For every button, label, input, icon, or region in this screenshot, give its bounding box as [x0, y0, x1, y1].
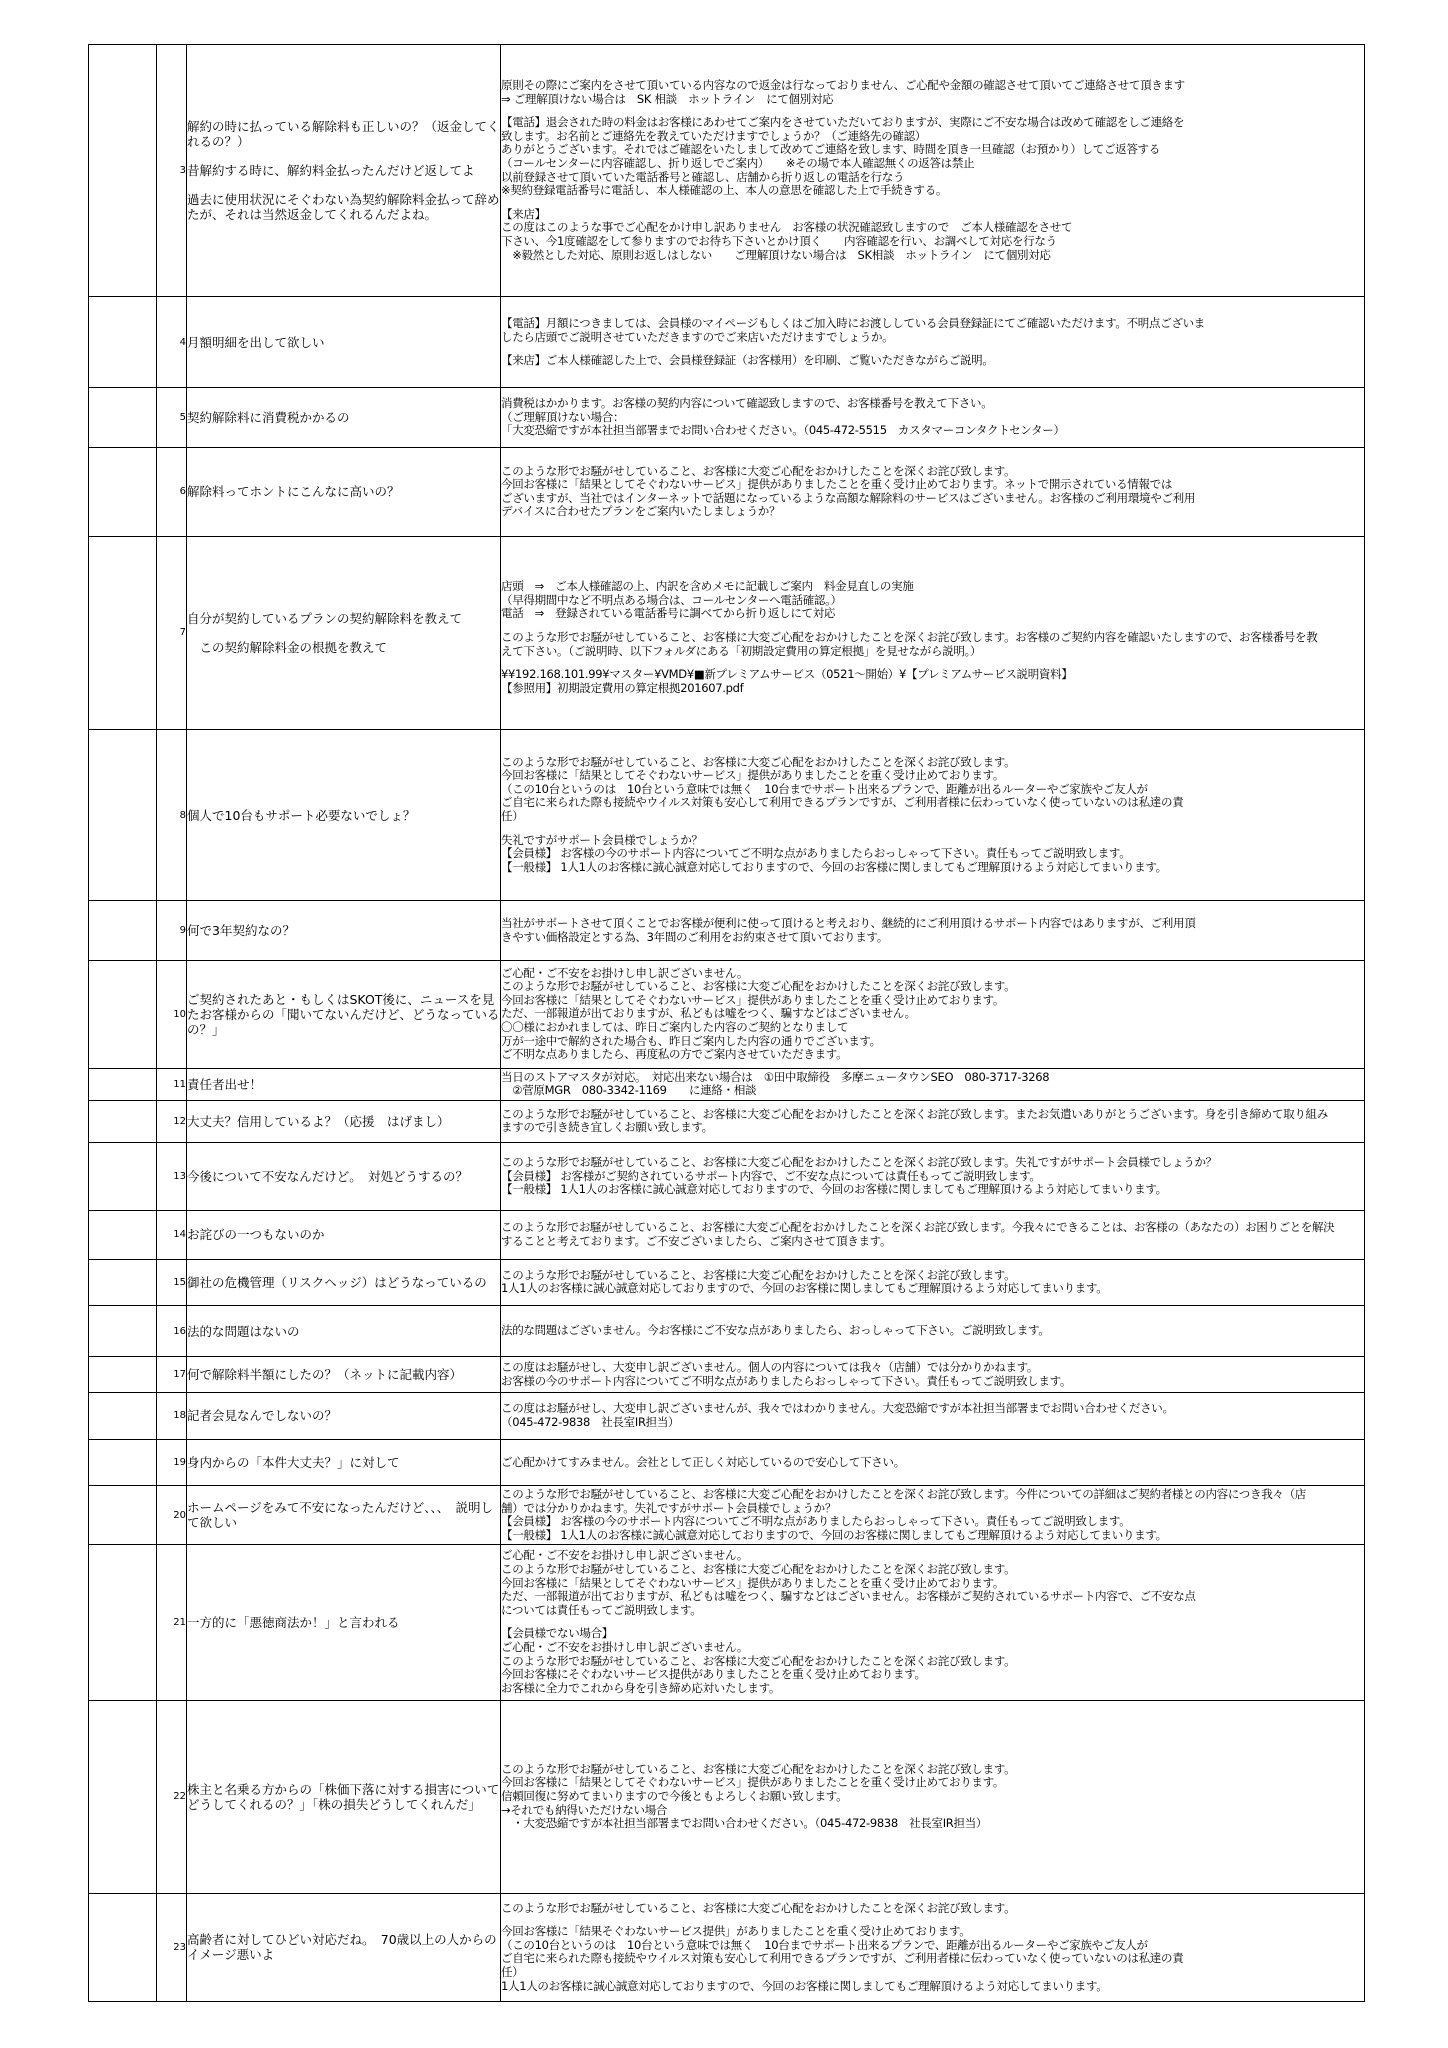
question-text: この契約解除料金の根拠を教えて — [187, 639, 388, 655]
row-number: 6 — [157, 447, 187, 536]
blank-cell — [89, 536, 157, 729]
question-text: 個人で10台もサポート必要ないでしょ？ — [187, 807, 416, 823]
row-number: 10 — [157, 960, 187, 1068]
answer-line: 消費税はかかります。お客様の契約内容について確認致しますので、お客様番号を教えて下さい。 — [501, 396, 993, 411]
question-cell — [187, 447, 501, 536]
answer-line: ありがとうございます。それではご確認をいたしまして改めてご連絡を致します、時間を頂き一旦確認（お預かり）してご返答する — [501, 142, 1160, 157]
answer-cell — [501, 1439, 1365, 1486]
answer-cell — [501, 45, 1365, 297]
row-number: 14 — [157, 1210, 187, 1259]
answer-cell — [501, 1486, 1365, 1545]
question-text: 過去に使用状況にそぐわない為契約解除料金払って辞めたが、それは当然返金してくれるんだよね。 — [187, 192, 500, 223]
answer-line: 万が一途中で解約された場合も、昨日ご案内した内容の通りでございます。 — [501, 1033, 881, 1048]
answer-cell — [501, 1068, 1365, 1100]
answer-line: ⇒ ご理解頂けない場合は SK 相談 ホットライン にて個別対応 — [501, 91, 834, 106]
table-row — [89, 1393, 1365, 1440]
answer-line: このような形でお騒がせしていること、お客様に大変ご心配をおかけしたことを深くお詫び致します。またお気遣いありがとうございます。身を引き締めて取り組み — [501, 1106, 1328, 1121]
question-text: 法的な問題はないの — [187, 1323, 300, 1339]
row-number: 4 — [157, 297, 187, 388]
answer-line: この度はこのような事でご心配をかけ申し訳ありません お客様の状況確認致しますので ご本人様確認をさせて — [501, 220, 1073, 235]
question-cell — [187, 1393, 501, 1440]
blank-cell — [89, 1545, 157, 1701]
question-cell — [187, 536, 501, 729]
answer-line: 店頭 ⇒ ご本人様確認の上、内訳を含めメモに記載しご案内 料金見直しの実施 — [501, 579, 914, 594]
table-row — [89, 45, 1365, 297]
answer-line: このような形でお騒がせしていること、お客様に大変ご心配をおかけしたことを深くお詫び致します。 — [501, 1900, 1016, 1915]
answer-cell — [501, 1545, 1365, 1701]
table-row — [89, 536, 1365, 729]
answer-cell — [501, 1306, 1365, 1357]
answer-cell — [501, 536, 1365, 729]
row-number: 13 — [157, 1143, 187, 1211]
question-cell — [187, 1439, 501, 1486]
answer-line: →それでも納得いただけない場合 — [501, 1802, 668, 1817]
question-gap — [187, 626, 500, 640]
answer-line: このような形でお騒がせしていること、お客様に大変ご心配をおかけしたことを深くお詫び致します。お客様のご契約内容を確認いたしますので、お客様番号を教 — [501, 629, 1318, 644]
table-row — [89, 1143, 1365, 1211]
question-cell — [187, 1143, 501, 1211]
answer-line: 今回お客様に「結果としてそぐわないサービス」提供がありましたことを重く受け止めております。 — [501, 992, 1005, 1007]
question-text: 御社の危機管理（リスクヘッジ）はどうなっているの — [187, 1274, 487, 1290]
blank-cell — [89, 297, 157, 388]
question-cell — [187, 1259, 501, 1306]
row-number: 23 — [157, 1893, 187, 2001]
table-row — [89, 1700, 1365, 1893]
answer-line: ご心配・ご不安をお掛けし申し訳ございません。 — [501, 965, 749, 980]
answer-cell — [501, 1700, 1365, 1893]
blank-cell — [89, 447, 157, 536]
answer-line: ただ、一部報道が出ておりますが、私どもは嘘をつく、騙すなどはございません。お客様がご契約されているサポート内容で、ご不安な点 — [501, 1589, 1196, 1604]
table-row — [89, 1545, 1365, 1701]
question-text: 一方的に「悪徳商法か！」と言われる — [187, 1614, 400, 1630]
answer-line: このような形でお騒がせしていること、お客様に大変ご心配をおかけしたことを深くお詫び致します。失礼ですがサポート会員様でしょうか？ — [501, 1155, 1217, 1170]
answer-line: 下さい、今1度確認をして参りますのでお待ち下さいとかけ頂く 内容確認を行い、お調べして対応を行なう — [501, 234, 1057, 248]
question-gap — [187, 178, 500, 192]
answer-line: ご不明な点ありましたら、再度私の方でご案内させていただきます。 — [501, 1047, 848, 1062]
answer-line: 当社がサポートさせて頂くことでお客様が便利に使って頂けると考えおり、継続的にご利用頂けるサポート内容ではありますが、ご利用頂 — [501, 915, 1196, 930]
answer-line: 以前登録させて頂いていた電話番号と確認し、店舗から折り返しの電話を行なう — [501, 169, 905, 184]
answer-line: きやすい価格設定とする為、3年間のご利用をお約束させて頂いております。 — [501, 929, 888, 944]
question-text: 何で3年契約なの？ — [187, 923, 295, 939]
answer-cell — [501, 388, 1365, 447]
blank-cell — [89, 1357, 157, 1393]
answer-cell — [501, 1210, 1365, 1259]
answer-line: することと考えております。ご不安ございましたら、ご案内させて頂きます。 — [501, 1233, 892, 1248]
question-text: 解約の時に払っている解除料も正しいの？（返金してくれるの？） — [187, 119, 500, 150]
answer-line: このような形でお騒がせしていること、お客様に大変ご心配をおかけしたことを深くお詫び致します。 — [501, 979, 1016, 994]
answer-line: 原則その際にご案内をさせて頂いている内容なので返金は行なっておりません、ご心配や金額の確認させて頂いてご連絡させて頂きます — [501, 78, 1185, 93]
question-text: 契約解除料に消費税かかるの — [187, 410, 350, 426]
blank-cell — [89, 1259, 157, 1306]
table-row — [89, 1486, 1365, 1545]
table-row — [89, 1068, 1365, 1100]
answer-cell — [501, 1259, 1365, 1306]
answer-line: 〇〇様におかれましては、昨日ご案内した内容のご契約となりまして — [501, 1020, 849, 1035]
answer-line: この度はお騒がせし、大変申し訳ございませんが、我々ではわかりません。大変恐縮ですが本社担当部署までお問い合わせください。 — [501, 1401, 1174, 1416]
answer-line: ご心配・ご不安をお掛けし申し訳ございません。 — [501, 1640, 749, 1655]
question-cell — [187, 1210, 501, 1259]
question-text: 身内からの「本件大丈夫？」に対して — [187, 1455, 400, 1471]
answer-line: 法的な問題はございません。今お客様にご不安な点がありましたら、おっしゃって下さい。ご説明致します。 — [501, 1323, 1050, 1338]
row-number: 22 — [157, 1700, 187, 1893]
row-number: 15 — [157, 1259, 187, 1306]
table-row — [89, 447, 1365, 536]
question-text: 責任者出せ！ — [187, 1076, 263, 1092]
answer-cell — [501, 447, 1365, 536]
answer-line: 今回お客様に「結果としてそぐわないサービス」提供がありましたことを重く受け止めております。 — [501, 1575, 1005, 1590]
question-text: 今後について不安なんだけど。 対処どうするの？ — [187, 1168, 469, 1184]
row-number: 11 — [157, 1068, 187, 1100]
blank-cell — [89, 1143, 157, 1211]
answer-line: ございますが、当社ではインターネットで話題になっているような高額な解除料のサービスはございません。お客様のご利用環境やご利用 — [501, 490, 1196, 505]
faq-table — [88, 44, 1365, 2002]
answer-line: 【一般様】 1人1人のお客様に誠心誠意対応しておりますので、今回のお客様に関しましてもご理解頂けるよう対応してまいります。 — [501, 1527, 1167, 1542]
table-row — [89, 729, 1365, 901]
answer-line: 「大変恐縮ですが本社担当部署までお問い合わせください。（045-472-5515 カスタマーコンタクトセンター） — [501, 423, 1065, 438]
question-text: ご契約されたあと・もしくはSKOT後に、ニュースを見たお客様からの「聞いてないんだけど、どうなっているの？」 — [187, 991, 500, 1037]
answer-line: このような形でお騒がせしていること、お客様に大変ご心配をおかけしたことを深くお詫び致します。今我々にできることは、お客様の（あなたの）お困りごとを解決 — [501, 1220, 1335, 1235]
blank-cell — [89, 1486, 157, 1545]
answer-line: 1人1人のお客様に誠心誠意対応しておりますので、今回のお客様に関しましてもご理解頂けるよう対応してまいります。 — [501, 1978, 1108, 1993]
blank-cell — [89, 729, 157, 901]
answer-line: このような形でお騒がせしていること、お客様に大変ご心配をおかけしたことを深くお詫び致します。 — [501, 1653, 1016, 1668]
answer-line: （ご理解頂けない場合： — [501, 409, 625, 424]
question-cell — [187, 1100, 501, 1142]
table-row — [89, 1210, 1365, 1259]
answer-line: 【電話】退会された時の料金はお客様にあわせてご案内をさせていただいておりますが、実際にご不安な場合は改めて確認をしご連絡を — [501, 115, 1185, 130]
answer-line: このような形でお騒がせしていること、お客様に大変ご心配をおかけしたことを深くお詫び致します。 — [501, 1761, 1016, 1776]
answer-line: 舗）では分かりかねます。失礼ですがサポート会員様でしょうか？ — [501, 1500, 837, 1515]
question-cell — [187, 1486, 501, 1545]
answer-line: お客様の今のサポート内容についてご不明な点がありましたらおっしゃって下さい。責任もってご説明致します。 — [501, 1373, 1072, 1388]
answer-line: （早得期間中など不明点ある場合は、コールセンターへ電話確認。） — [501, 592, 842, 607]
question-cell — [187, 1700, 501, 1893]
answer-line: 【参照用】初期設定費用の算定根拠201607.pdf — [501, 680, 744, 695]
answer-cell — [501, 297, 1365, 388]
row-number: 9 — [157, 901, 187, 960]
table-row — [89, 297, 1365, 388]
answer-line: 【会員様】 お客様の今のサポート内容についてご不明な点がありましたらおっしゃって下さい。責任もってご説明致します。 — [501, 1514, 1131, 1529]
blank-cell — [89, 960, 157, 1068]
answer-line: 今回お客様にそぐわないサービス提供がありましたことを重く受け止めております。 — [501, 1667, 926, 1682]
answer-line: ②菅原MGR 080-3342-1169 に連絡・相談 — [501, 1083, 757, 1098]
question-text: 自分が契約しているプランの契約解除料を教えて — [187, 610, 463, 626]
table-row — [89, 1306, 1365, 1357]
blank-cell — [89, 1068, 157, 1100]
answer-line: 今回お客様に「結果そぐわないサービス提供」がありましたことを重く受け止めております。 — [501, 1924, 971, 1939]
question-text: 月額明細を出して欲しい — [187, 334, 325, 350]
question-text: 大丈夫？信用しているよ？（応援 はげまし） — [187, 1113, 450, 1129]
blank-cell — [89, 1306, 157, 1357]
question-cell — [187, 960, 501, 1068]
question-cell — [187, 388, 501, 447]
answer-cell — [501, 960, 1365, 1068]
blank-cell — [89, 45, 157, 297]
table-row — [89, 1893, 1365, 2001]
answer-line: このような形でお騒がせしていること、お客様に大変ご心配をおかけしたことを深くお詫び致します。 — [501, 1267, 1016, 1282]
answer-cell — [501, 1893, 1365, 2001]
answer-line: このような形でお騒がせしていること、お客様に大変ご心配をおかけしたことを深くお詫び致します。 — [501, 1562, 1016, 1577]
table-row — [89, 901, 1365, 960]
question-text: 記者会見なんでしないの？ — [187, 1408, 338, 1424]
answer-line: ご心配・ご不安をお掛けし申し訳ございません。 — [501, 1548, 749, 1563]
answer-line: 今回お客様に「結果としてそぐわないサービス」提供がありましたことを重く受け止めております。ネットで開示されている情報では — [501, 477, 1173, 492]
answer-line: 信頼回復に努めてまいりますので今後ともよろしくお願い致します。 — [501, 1788, 848, 1803]
question-cell — [187, 297, 501, 388]
question-text: 高齢者に対してひどい対応だね。 70歳以上の人からのイメージ悪いよ — [187, 1932, 497, 1963]
answer-cell — [501, 1100, 1365, 1142]
row-number: 21 — [157, 1545, 187, 1701]
question-cell — [187, 1893, 501, 2001]
row-number: 12 — [157, 1100, 187, 1142]
answer-line: ※毅然とした対応、原則お返しはしない ご理解頂けない場合は SK相談 ホットライン にて個別対応 — [501, 247, 1051, 262]
row-number: 8 — [157, 729, 187, 901]
answer-cell — [501, 729, 1365, 901]
blank-cell — [89, 1393, 157, 1440]
answer-line: 電話 ⇒ 登録されている電話番号に調べてから折り返しにて対応 — [501, 606, 836, 621]
answer-line: 失礼ですがサポート会員様でしょうか？ — [501, 832, 703, 847]
blank-cell — [89, 1893, 157, 2001]
table-row — [89, 960, 1365, 1068]
answer-line: については責任もってご説明致します。 — [501, 1602, 702, 1617]
question-cell — [187, 1545, 501, 1701]
answer-line: したら店頭でご説明させていただきますのでご来店いただけますでしょうか。 — [501, 329, 894, 344]
table-row — [89, 388, 1365, 447]
table-row — [89, 1357, 1365, 1393]
question-cell — [187, 45, 501, 297]
answer-cell — [501, 1357, 1365, 1393]
question-cell — [187, 1068, 501, 1100]
answer-line: ご心配かけてすみません。会社として正しく対応しているので安心して下さい。 — [501, 1454, 905, 1469]
answer-line: 今回お客様に「結果としてそぐわないサービス」提供がありましたことを重く受け止めております。 — [501, 1775, 1005, 1790]
answer-line: 【来店】ご本人様確認した上で、会員様登録証（お客様用）を印刷、ご覧いただきながらご説明。 — [501, 353, 994, 368]
answer-line: ・大変恐縮ですが本社担当部署までお問い合わせください。（045-472-9838 社長室IR担当） — [501, 1816, 988, 1831]
answer-line: ますので引き続き宜しくお願い致します。 — [501, 1120, 713, 1135]
answer-line: 当日のストアマスタが対応。 対応出来ない場合は ①田中取締役 多摩ニュータウンSEO 080-3717-3268 — [501, 1069, 1050, 1084]
answer-line: このような形でお騒がせしていること、お客様に大変ご心配をおかけしたことを深くお詫び致します。 — [501, 754, 1016, 769]
answer-line: （この10台というのは 10台という意味では無く 10台までサポート出来るプランで、距離が出るルーターやご家族やご友人が — [501, 781, 1148, 796]
row-number: 3 — [157, 45, 187, 297]
row-number: 18 — [157, 1393, 187, 1440]
question-gap — [187, 149, 500, 163]
question-text: 解除料ってホントにこんなに高いの？ — [187, 484, 400, 500]
row-number: 20 — [157, 1486, 187, 1545]
question-text: 株主と名乗る方からの「株価下落に対する損害についてどうしてくれるの？」「株の損失どうしてくれんだ」 — [187, 1781, 500, 1812]
answer-line: 【会員様】 お客様がご契約されているサポート内容で、ご不安な点については責任もってご説明致します。 — [501, 1168, 1041, 1183]
answer-line: 【会員様でない場合】 — [501, 1626, 613, 1641]
question-cell — [187, 729, 501, 901]
question-cell — [187, 1357, 501, 1393]
answer-line: デバイスに合わせたプランをご案内いたしましょうか？ — [501, 504, 781, 519]
row-number: 7 — [157, 536, 187, 729]
answer-line: 致します。お名前とご連絡先を教えていただけますでしょうか？（ご連絡先の確認） — [501, 128, 927, 143]
answer-line: お客様に全力でこれから身を引き締め応対いたします。 — [501, 1680, 781, 1695]
answer-line: 【電話】月額につきましては、会員様のマイページもしくはご加入時にお渡ししている会員登録証にてご確認いただけます。不明点ございま — [501, 315, 1205, 330]
answer-line: この度はお騒がせし、大変申し訳ございません。個人の内容については我々（店舗）では分かりかねます。 — [501, 1360, 1039, 1375]
question-cell — [187, 1306, 501, 1357]
row-number: 17 — [157, 1357, 187, 1393]
question-text: 何で解除料半額にしたの？（ネットに記載内容） — [187, 1367, 463, 1383]
answer-line: （コールセンターに内容確認し、折り返しでご案内） ※その場で本人確認無くの返答は禁止 — [501, 156, 975, 171]
answer-line: ただ、一部報道が出ておりますが、私どもは嘘をつく、騙すなどはございません。 — [501, 1006, 916, 1021]
blank-cell — [89, 901, 157, 960]
blank-cell — [89, 1700, 157, 1893]
row-number: 19 — [157, 1439, 187, 1486]
table-row — [89, 1100, 1365, 1142]
answer-gap — [501, 198, 1364, 208]
row-number: 16 — [157, 1306, 187, 1357]
answer-line: 【一般様】 1人1人のお客様に誠心誠意対応しておりますので、今回のお客様に関しましてもご理解頂けるよう対応してまいります。 — [501, 1182, 1167, 1197]
answer-line: 任） — [501, 809, 524, 824]
question-text: 昔解約する時に、解約料金払ったんだけど返してよ — [187, 163, 475, 179]
blank-cell — [89, 1100, 157, 1142]
answer-line: ご自宅に来られた際も接続やウイルス対策も安心して利用できるプランですが、ご利用者様に伝わっていなく使っていないのは私達の責 — [501, 1951, 1184, 1966]
blank-cell — [89, 388, 157, 447]
question-text: お詫びの一つもないのか — [187, 1227, 325, 1243]
blank-cell — [89, 1210, 157, 1259]
answer-line: ご自宅に来られた際も接続やウイルス対策も安心して利用できるプランですが、ご利用者様に伝わっていなく使っていないのは私達の責 — [501, 795, 1184, 810]
answer-cell — [501, 901, 1365, 960]
table-row — [89, 1439, 1365, 1486]
answer-cell — [501, 1143, 1365, 1211]
faq-sheet — [88, 44, 1364, 2002]
blank-cell — [89, 1439, 157, 1486]
row-number: 5 — [157, 388, 187, 447]
answer-line: このような形でお騒がせしていること、お客様に大変ご心配をおかけしたことを深くお詫び致します。今件についての詳細はご契約者様との内容につき我々（店 — [501, 1487, 1307, 1502]
answer-cell — [501, 1393, 1365, 1440]
table-row — [89, 1259, 1365, 1306]
answer-line: ¥¥192.168.101.99¥マスター¥VMD¥■新プレミアムサービス（0521～開始）¥【プレミアムサービス説明資料】 — [501, 667, 1073, 682]
answer-line: 【会員様】 お客様の今のサポート内容についてご不明な点がありましたらおっしゃって下さい。責任もってご説明致します。 — [501, 846, 1131, 861]
answer-line: 任） — [501, 1964, 524, 1979]
answer-line: 【一般様】 1人1人のお客様に誠心誠意対応しておりますので、今回のお客様に関しましてもご理解頂けるよう対応してまいります。 — [501, 859, 1167, 874]
answer-line: このような形でお騒がせしていること、お客様に大変ご心配をおかけしたことを深くお詫び致します。 — [501, 463, 1016, 478]
answer-gap — [501, 1617, 1364, 1627]
answer-line: （この10台というのは 10台という意味では無く 10台までサポート出来るプランで、距離が出るルーターやご家族やご友人が — [501, 1937, 1148, 1952]
answer-line: 【来店】 — [501, 206, 546, 221]
question-text: ホームページをみて不安になったんだけど、、、 説明して欲しい — [187, 1500, 494, 1531]
question-cell — [187, 901, 501, 960]
answer-line: 1人1人のお客様に誠心誠意対応しておりますので、今回のお客様に関しましてもご理解頂けるよう対応してまいります。 — [501, 1281, 1108, 1296]
answer-line: （045-472-9838 社長室IR担当） — [501, 1414, 680, 1429]
answer-line: ※契約登録電話番号に電話し、本人様確認の上、本人の意思を確認した上で手続きする。 — [501, 183, 948, 198]
faq-table-body — [89, 45, 1365, 2002]
answer-line: 今回お客様に「結果としてそぐわないサービス」提供がありましたことを重く受け止めております。 — [501, 768, 1005, 783]
answer-line: えて下さい。（ご説明時、以下フォルダにある「初期設定費用の算定根拠」を見せながら説明。） — [501, 643, 982, 658]
